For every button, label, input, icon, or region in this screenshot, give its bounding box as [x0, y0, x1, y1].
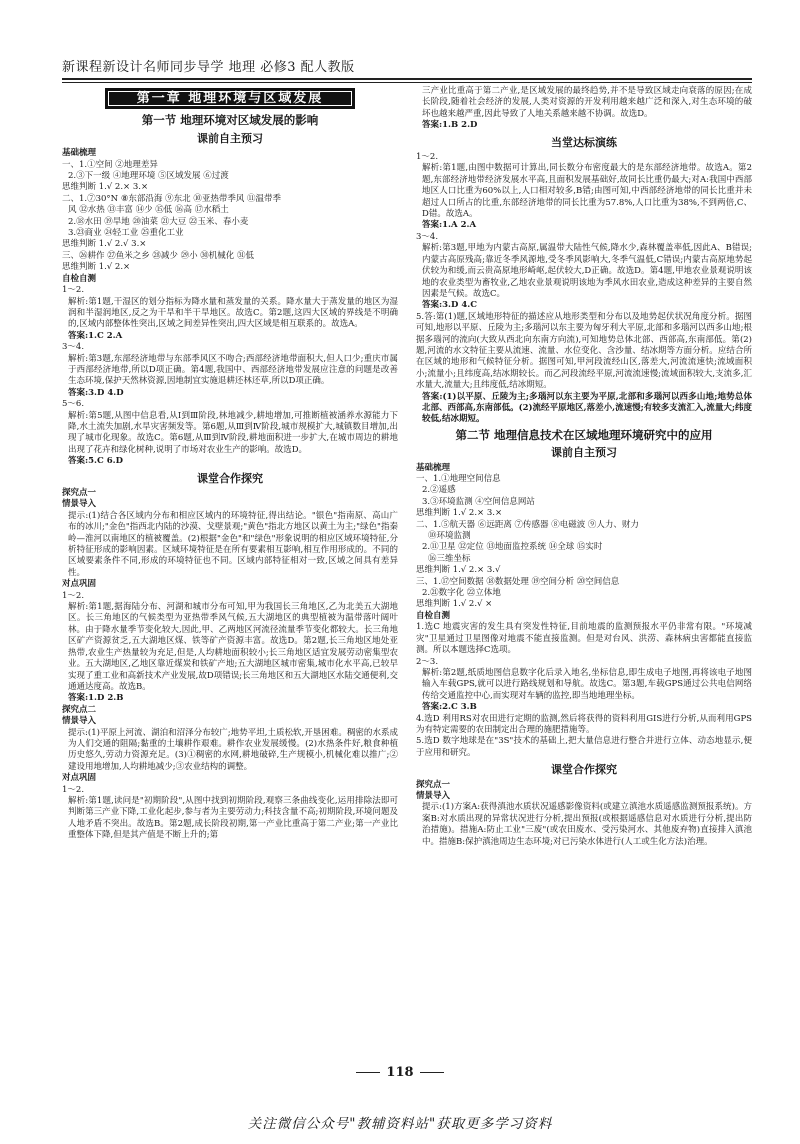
- answer-line: 二、1.⑦30°N ⑧东部沿海 ⑨东北 ⑩亚热带季风 ⑪温带季: [62, 193, 282, 204]
- answer-line: 答案:1.C 2.A: [68, 330, 123, 341]
- page-number: 118: [340, 1065, 460, 1080]
- chapter-title: 第一章 地理环境与区域发展: [105, 88, 355, 109]
- block-heading: 情景导入: [62, 716, 97, 727]
- explanation-paragraph: 5.答:第(1)题,区域地形特征的描述应从地形类型和分布以及地势起伏状况角度分析。据图可知,地形以平原、丘陵为主;多瑙河以东主要为匈牙利大平原,北部和多瑙河以西多山地;根据多瑙河的流向(大致从西北向东南方向流),可知地势总体北部、西部高,东南部低。第(2)题,河流的水文特征主要从流速、流量、水位变化、含沙量、结冰期等方面分析。应结合所在区域的地形和气候特征分析。据图可知,甲河段流经山区,落差大,河流流速快;流域面积小;流量小;且纬度高,结冰期较长。而乙河段流经平原,河流流速慢;流域面积较大,支流多,汇水量大,流量大;且纬度低,结冰期短。: [416, 311, 752, 391]
- answer-line: 三、㉖耕作 ㉗鱼米之乡 ㉘减少 ㉙小 ㉚机械化 ㉛低: [62, 250, 255, 261]
- block-heading: 基础梳理: [416, 462, 451, 473]
- explanation-paragraph: 解析:第1题,由图中数据可计算出,同长数分布密度最大的是东部经济地带。故选A。第2题,东部经济地带经济发展水平高,且面积发展基础好,故同长比重仍最大;对A:我国中西部地区人口比重为60%以上,人口相对较多,B错;由图可知,中西部经济地带的同长比重并未超过人口所占的比重,东部经济地带的同长比重为57.8%,人口比重为38%,不到两倍,C、D错。故选A。: [422, 163, 752, 220]
- question-range: 5～6.: [62, 399, 85, 410]
- answer-line: 答案:1.D 2.B: [68, 693, 124, 704]
- block-heading: 探究点一: [416, 779, 451, 790]
- left-column: [62, 86, 398, 842]
- answer-line: 风 ⑫水热 ⑬丰富 ⑭少 ⑮低 ⑯高 ⑰水稻土: [68, 205, 229, 216]
- explanation-paragraph: 解析:第5题,从图中信息看,从Ⅰ到Ⅲ阶段,林地减少,耕地增加,可推断植被涵养水源能力下降,水土流失加剧,水旱灾害频发等。第6题,从Ⅲ到Ⅳ阶段,城市规模扩大,城镇数目增加,出现了城市化现象。故选C。第6题,从Ⅲ到Ⅳ阶段,耕地面积进一步扩大,在城市周边的耕地出现了花卉和绿化树种,说明了市场对农业生产的影响。故选D。: [68, 410, 398, 455]
- block-heading: 情景导入: [416, 790, 451, 801]
- answer-line: 答案:(1)以平原、丘陵为主;多瑙河以东主要为平原,北部和多瑙河以西多山地;地势总体北部、西部高,东南部低。(2)流经平原地区,落差小,流速慢;有较多支流汇入,流量大;纬度较低,结冰期短。: [422, 391, 752, 425]
- running-header: 新课程新设计名师同步导学 地理 必修3 配人教版: [62, 60, 355, 75]
- block-heading: 情景导入: [62, 499, 97, 510]
- question-range: 2～3.: [416, 656, 439, 667]
- explanation-paragraph: 解析:第3题,东部经济地带与东部季风区不吻合;西部经济地带面积大,但人口少;重庆市属于西部经济地带,所以D项正确。第4题,我国中、西部经济地带发展应注意的问题是改善生态环境,保护天然林资源,因地制宜实施退耕还林还草,所以D项正确。: [68, 353, 398, 387]
- answer-line: 答案:2.C 3.B: [422, 702, 477, 713]
- answer-line: 2.③下一级 ④地理环境 ⑤区域发展 ⑥过渡: [68, 171, 229, 182]
- explanation-paragraph: 解析:第1题,干湿区的划分指标为降水量和蒸发量的关系。降水量大于蒸发量的地区为湿润和半湿润地区,反之为干旱和半干旱地区。故选C。第2题,这四大区域的界线是不明确的,区域内部整体性突出,区域之间差异性突出,四大区域是相互联系的。故选A。: [68, 296, 398, 330]
- hint-paragraph: 提示:(1)平原上河流、湖泊和沼泽分布较广;地势平坦,土质松软,开垦困难。稠密的水系成为人们交通的阻隔;黏重的土壤耕作艰难。耕作农业发展缓慢。(2)水热条件好,粮食种植历史悠久,劳动力资源充足。(3)①稠密的水网,耕地破碎,生产规模小,机械化难以推广;②建设用地增加,人均耕地减少;③农业结构的调整。: [68, 727, 398, 772]
- subsection-title: 课堂合作探究: [197, 471, 263, 485]
- answer-line: 思维判断 1.√ 2.×: [62, 262, 131, 273]
- answer-line: 思维判断 1.√ 2.√ ×: [416, 599, 493, 610]
- subsection-title: 课堂合作探究: [551, 763, 617, 777]
- explanation-paragraph: 解析:第3题,甲地为内蒙古高原,属温带大陆性气候,降水少,森林覆盖率低,因此A、B错误;内蒙古高原残高;靠近冬季风源地,受冬季风影响大,冬季气温低,C错误;内蒙古高原地势起伏较为和缓,而云贵高原地形崎岖,起伏较大,D正确。故选D。第4题,甲地农业景观说明该地的农业类型为畜牧业,乙地农业景观说明该地为季风水田农业,造成这种差异的主要自然因素是气候。故选C。: [422, 243, 752, 299]
- block-heading: 探究点二: [62, 704, 97, 715]
- subsection-title: 课前自主预习: [551, 446, 617, 460]
- explanation-paragraph: 1.选C 地震灾害的发生具有突发性特征,目前地震的监测预报水平仍非常有限。"环境减灾"卫星通过卫星图像对地震不能直接监测。但是对台风、洪涝、森林病虫害都能直接监测。所以本题选择C选项。: [416, 622, 752, 656]
- answer-line: 答案:1.B 2.D: [422, 120, 478, 131]
- answer-line: 思维判断 1.√ 2.× 3.×: [416, 508, 503, 519]
- explanation-paragraph: 4.选D 利用RS对农田进行定期的监测,然后将获得的资料利用GIS进行分析,从而利用GPS为有特定需要的农田制定出合理的施肥措施等。: [416, 713, 752, 735]
- block-heading: 自检自测: [62, 273, 97, 284]
- subsection-title: 当堂达标演练: [551, 135, 617, 149]
- answer-line: 3.㉓商业 ㉔轻工业 ㉕重化工业: [68, 228, 184, 239]
- answer-line: 2.②遥感: [422, 485, 456, 496]
- answer-line: 2.⑱水田 ⑲旱地 ⑳油菜 ㉑大豆 ㉒玉米、春小麦: [68, 216, 249, 227]
- answer-line: 2.㉑数字化 ㉒立体地: [422, 588, 501, 599]
- answer-line: 思维判断 1.√ 2.× 3.√: [416, 565, 501, 576]
- answer-line: 三、1.⑰空间数据 ⑱数据处理 ⑲空间分析 ⑳空间信息: [416, 576, 620, 587]
- explanation-paragraph: 三产业比重高于第二产业,是区域发展的最终趋势,并不是导致区域走向衰落的原因;在成长阶段,随着社会经济的发展,人类对资源的开发利用越来越广泛和深入,对生态环境的破坏也越来越严重,因此导致了人地关系越来越不协调。故选D。: [422, 86, 752, 119]
- answer-line: 思维判断 1.√ 2.√ 3.×: [62, 239, 147, 250]
- header-rule-thin: [62, 82, 752, 83]
- section-title: 第二节 地理信息技术在区域地理环境研究中的应用: [455, 427, 713, 442]
- explanation-paragraph: 解析:第2题,纸质地图信息数字化后录入地名,坐标信息,即生成电子地图,再将该电子地图输入车载GPS,就可以进行路线规划和导航。故选C。第3题,车载GPS通过公共电信网络传给交通监控中心,而实现对车辆的监控,即当地地理坐标。: [422, 667, 752, 701]
- explanation-paragraph: 解析:第1题,据海陆分布、河湖和城市分布可知,甲为我国长三角地区,乙为北美五大湖地区。长三角地区的气候类型为亚热带季风气候,五大湖地区的典型植被为温带落叶阔叶林。由于降水量季节变化较大,因此,甲、乙两地区河流径流量季节变化都较大。长三角地区矿产资源贫乏,五大湖地区煤、铁等矿产资源丰富。故选D。第2题,长三角地区地处亚热带,农业生产热量较为充足,但是,人均耕地面积较小;长三角地区适宜发展劳动密集型农业。五大湖地区,乙地区靠近煤炭和铁矿产地;五大湖地区城市密集,城市化水平高,已较早实现了重工业和高新技术产业发展,故D项错误;长三角地区和五大湖地区水陆交通便利,交通通达度高。故选B。: [68, 602, 398, 692]
- question-range: 1～2.: [62, 285, 85, 296]
- answer-line: 答案:3.D 4.C: [422, 300, 477, 311]
- right-column: [416, 86, 752, 848]
- answer-line: ⑩环境监测: [428, 531, 471, 542]
- answer-line: 一、1.①地理空间信息: [416, 474, 501, 484]
- answer-line: 思维判断 1.√ 2.× 3.×: [62, 182, 149, 193]
- basics-block: [62, 148, 398, 296]
- answer-line: 2.⑪卫星 ⑫定位 ⑬地面监控系统 ⑭全球 ⑮实时: [422, 542, 603, 553]
- explanation-paragraph: 解析:第1题,读问是"初期阶段",从图中找到初期阶段,观察三条曲线变化,运用排除法即可判断第三产业下降,工业化起步,参与者为主要劳动力;科技含量不高;初期阶段,环境问题及人地矛盾不突出。故选B。第2题,成长阶段初期,第一产业比重高于第二产业;第一产业比重整体下降,但是其产值是不断上升的;第: [68, 795, 398, 841]
- subsection-title: 课前自主预习: [197, 131, 263, 145]
- question-range: 1～2.: [62, 784, 85, 795]
- question-range: 1～2.: [416, 152, 439, 163]
- block-heading: 探究点一: [62, 488, 97, 498]
- answer-line: 二、1.⑤航天器 ⑥远距离 ⑦传感器 ⑧电磁波 ⑨人力、财力: [416, 519, 639, 530]
- answer-line: ⑯三维坐标: [428, 553, 471, 564]
- section-title: 第一节 地理环境对区域发展的影响: [141, 113, 319, 128]
- hint-paragraph: 提示:(1)结合各区域内分布和相应区域内的环境特征,得出结论。"银色"指南原、高山广布的冰川;"金色"指西北内陆的沙漠、戈壁景观;"黄色"指北方地区以黄土为主;"绿色"指秦岭—淮河以南地区的植被覆盖。(2)根据"金色"和"绿色"形象说明的相应区域环境特征,分析特征形成的影响因素。区域环境特征是在所有要素相互影响,相互作用形成的。不同的区域要素条件不同,形成的环境特征也不同。区域内部特征相对一致,区域之间具有差异性。: [68, 510, 398, 578]
- answer-line: 一、1.①空间 ②地理差异: [62, 159, 158, 170]
- answer-line: 答案:3.D 4.D: [68, 387, 124, 398]
- answer-line: 答案:1.A 2.A: [422, 220, 477, 231]
- footer-note: 关注微信公众号"教辅资料站"获取更多学习资料: [247, 1116, 553, 1132]
- answer-line: 3.③环境监测 ④空间信息网站: [422, 496, 535, 507]
- hint-paragraph: 提示:(1)方案A:获得滇池水质状况遥感影像资料(或建立滇池水质遥感监测预报系统)。方案B:对水质出现的异常状况进行分析,提出预报(或根据遥感信息对水质进行分析,提出防治措施)。措施A:防止工业"三废"(或农田废水、受污染河水、其他废弃物)直接排入滇池中。措施B:保护滇池周边生态环境;对已污染水体进行(人工或生化方法)治理。: [422, 802, 752, 847]
- question-range: 3～4.: [416, 231, 439, 242]
- block-heading: 基础梳理: [62, 148, 97, 159]
- header-rule-thick: [62, 78, 752, 80]
- explanation-paragraph: 5.选D 数字地球是在"3S"技术的基础上,把大量信息进行整合并进行立体、动态地显示,便于应用和研究。: [416, 736, 752, 758]
- question-range: 1～2.: [62, 590, 85, 601]
- block-heading: 对点巩固: [62, 773, 97, 784]
- question-range: 3～4.: [62, 342, 85, 353]
- block-heading: 自检自测: [416, 610, 451, 621]
- block-heading: 对点巩固: [62, 579, 97, 590]
- answer-line: 答案:5.C 6.D: [68, 456, 123, 467]
- basics-block: [416, 463, 752, 623]
